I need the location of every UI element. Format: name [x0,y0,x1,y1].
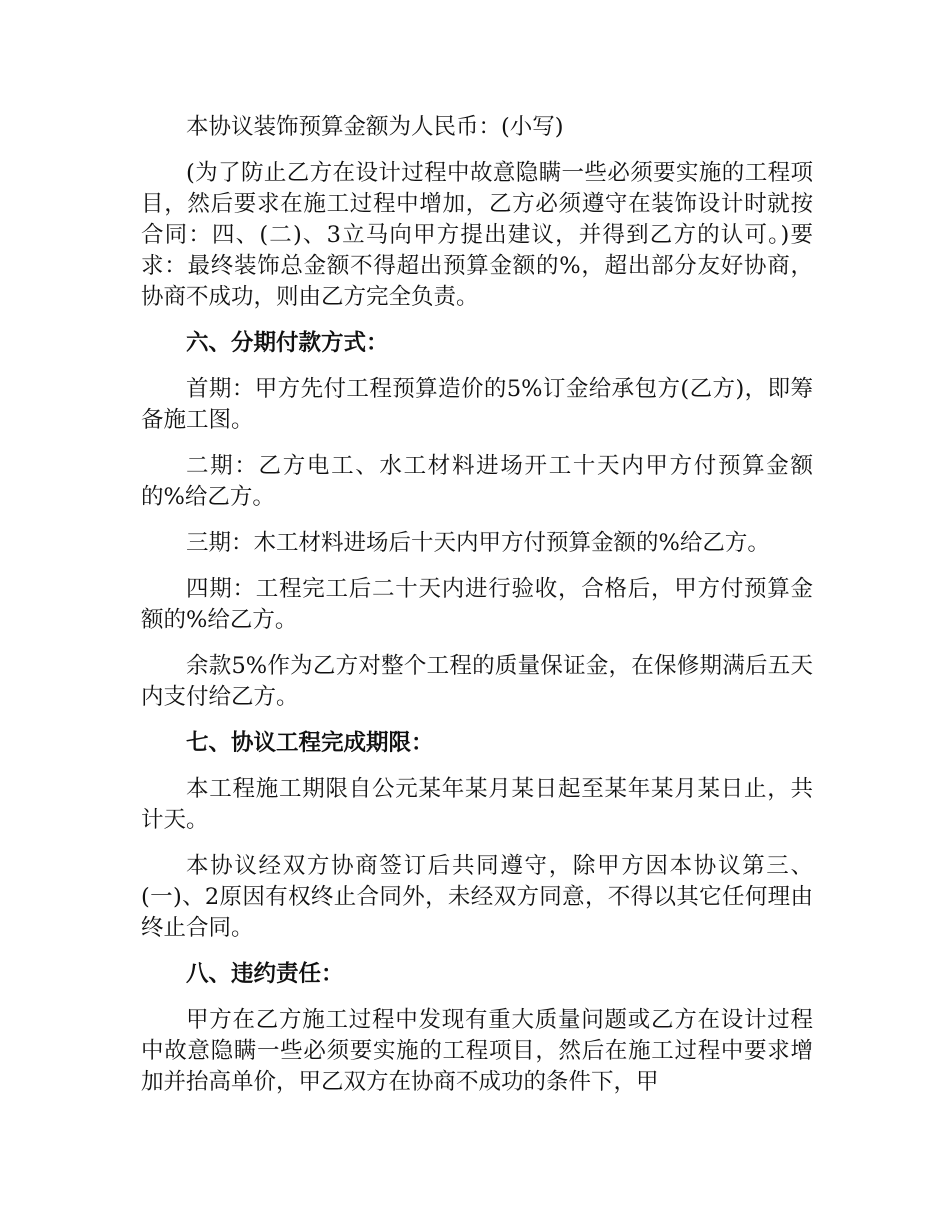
budget-amount-paragraph: 本协议装饰预算金额为人民币：(小写) [186,114,564,140]
breach-liability-paragraph: 甲方在乙方施工过程中发现有重大质量问题或乙方在设计过程中故意隐瞒一些必须要实施的工程项目，然后在施工过程中要求增加并抬高单价，甲乙双方在协商不成功的条件下，甲 [141,1007,813,1095]
construction-period-paragraph: 本工程施工期限自公元某年某月某日起至某年某月某日止，共计天。 [141,776,813,833]
second-payment-paragraph: 二期：乙方电工、水工材料进场开工十天内甲方付预算金额的%给乙方。 [141,453,813,510]
section-heading-installment-payment: 六、分期付款方式： [186,330,389,356]
document-page [141,112,813,1113]
first-payment-paragraph: 首期：甲方先付工程预算造价的5%订金给承包方(乙方)，即筹备施工图。 [141,376,813,433]
balance-payment-paragraph: 余款5%作为乙方对整个工程的质量保证金，在保修期满后五天内支付给乙方。 [141,653,813,710]
third-payment-paragraph: 三期：木工材料进场后十天内甲方付预算金额的%给乙方。 [186,530,770,556]
contract-termination-paragraph: 本协议经双方协商签订后共同遵守，除甲方因本协议第三、(一)、2原因有权终止合同外，未经双方同意，不得以其它任何理由终止合同。 [141,853,813,941]
section-heading-completion-deadline: 七、协议工程完成期限： [186,730,434,756]
section-heading-breach-liability: 八、违约责任： [186,961,344,987]
fourth-payment-paragraph: 四期：工程完工后二十天内进行验收，合格后，甲方付预算金额的%给乙方。 [141,576,813,633]
budget-limit-paragraph: (为了防止乙方在设计过程中故意隐瞒一些必须要实施的工程项目，然后要求在施工过程中增加，乙方必须遵守在装饰设计时就按合同：四、(二)、3立马向甲方提出建议，并得到乙方的认可。)要求：最终装饰总金额不得超出预算金额的%，超出部分友好协商，协商不成功，则由乙方完全负责。 [141,160,813,310]
